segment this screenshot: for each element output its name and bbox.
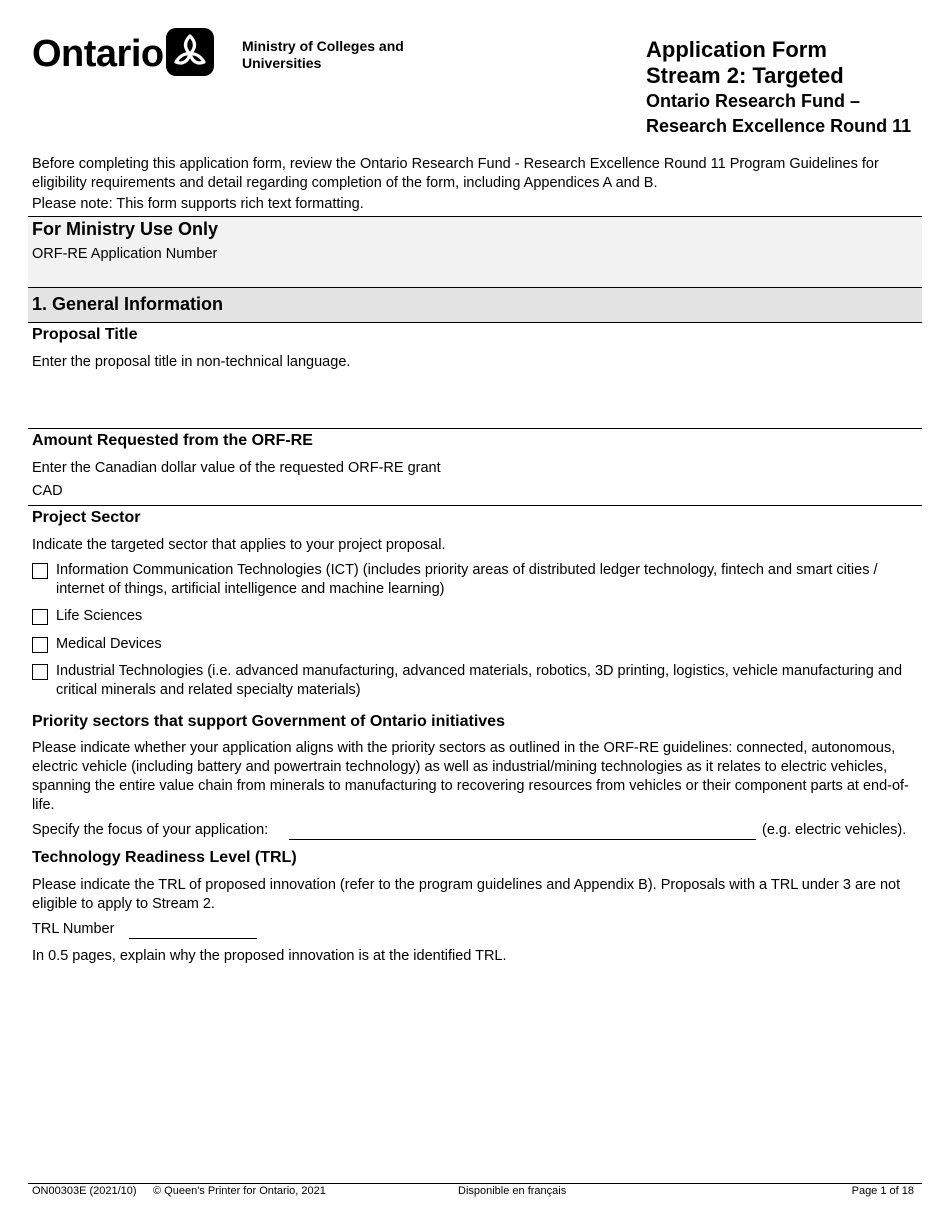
proposal-title-heading: Proposal Title bbox=[32, 326, 138, 343]
trl-number-input[interactable] bbox=[129, 938, 257, 939]
amount-input[interactable] bbox=[70, 480, 370, 502]
sector-medical-devices-label: Medical Devices bbox=[56, 636, 162, 652]
form-code: ON00303E (2021/10) bbox=[32, 1185, 137, 1197]
intro-text: Before completing this application form, review the Ontario Research Fund - Research Excellence Round 11 Program Guidelines for eligibility requirements and detail regarding completion of the form, including Appendices A and B. bbox=[32, 156, 879, 191]
section-heading: 1. General Information bbox=[32, 294, 224, 314]
priority-sectors-heading: Priority sectors that support Government of Ontario initiatives bbox=[32, 713, 505, 730]
ministry-use-section bbox=[28, 217, 922, 287]
amount-heading: Amount Requested from the ORF-RE bbox=[32, 432, 313, 449]
divider bbox=[28, 428, 922, 429]
sector-medical-devices-checkbox[interactable] bbox=[32, 637, 48, 653]
sector-industrial-checkbox[interactable] bbox=[32, 664, 48, 680]
french-availability: Disponible en français bbox=[458, 1185, 567, 1197]
rich-text-note: Please note: This form supports rich text formatting. bbox=[32, 196, 364, 212]
divider bbox=[28, 505, 922, 506]
ontario-logo-wordmark: Ontario bbox=[32, 33, 164, 75]
focus-example: (e.g. electric vehicles). bbox=[762, 822, 907, 838]
copyright: © Queen's Printer for Ontario, 2021 bbox=[153, 1185, 326, 1197]
trl-heading: Technology Readiness Level (TRL) bbox=[32, 849, 297, 866]
trillium-logo-icon bbox=[166, 28, 214, 76]
focus-label: Specify the focus of your application: bbox=[32, 822, 269, 838]
form-title bbox=[646, 37, 911, 139]
sector-life-sciences-label: Life Sciences bbox=[56, 608, 143, 624]
form-title-line3: Ontario Research Fund – bbox=[646, 91, 861, 111]
form-title-line4: Research Excellence Round 11 bbox=[646, 116, 912, 136]
proposal-title-input[interactable] bbox=[32, 374, 920, 424]
sector-ict-checkbox[interactable] bbox=[32, 563, 48, 579]
ministry-use-heading: For Ministry Use Only bbox=[32, 219, 219, 239]
section-general-information bbox=[28, 288, 922, 322]
project-sector-instruction: Indicate the targeted sector that applies to your project proposal. bbox=[32, 537, 446, 553]
amount-instruction: Enter the Canadian dollar value of the requested ORF-RE grant bbox=[32, 460, 441, 476]
page-number: Page 1 of 18 bbox=[851, 1185, 914, 1197]
proposal-title-instruction: Enter the proposal title in non-technical language. bbox=[32, 354, 351, 370]
application-number-label: ORF-RE Application Number bbox=[32, 246, 218, 262]
trl-explanation-input[interactable] bbox=[32, 970, 920, 1170]
priority-sectors-text: Please indicate whether your application aligns with the priority sectors as outlined in the ORF-RE guidelines: connected, autonomous, electric vehicle (including battery and powertrain technology) as well as industrial/mining technologies as it relates to electric vehicles, spanning the entire value chain from minerals to manufacturing to recovering resources from vehicles or their component parts at end-of-life. bbox=[32, 740, 909, 813]
focus-input[interactable] bbox=[289, 839, 756, 840]
form-title-line2: Stream 2: Targeted bbox=[646, 63, 844, 88]
sector-ict-label: Information Communication Technologies (ICT) (includes priority areas of distributed ledger technology, fintech and smart cities / internet of things, artificial intelligence and machine learning) bbox=[56, 562, 878, 597]
trl-explain-instruction: In 0.5 pages, explain why the proposed innovation is at the identified TRL. bbox=[32, 948, 507, 964]
trl-number-label: TRL Number bbox=[32, 921, 115, 937]
sector-industrial-label: Industrial Technologies (i.e. advanced manufacturing, advanced materials, robotics, 3D printing, logistics, vehicle manufacturing and critical minerals and related specialty materials) bbox=[56, 663, 903, 698]
footer-divider bbox=[28, 1183, 922, 1184]
trl-text: Please indicate the TRL of proposed innovation (refer to the program guidelines and Appendix B). Proposals with a TRL under 3 are not eligible to apply to Stream 2. bbox=[32, 877, 901, 912]
sector-life-sciences-checkbox[interactable] bbox=[32, 609, 48, 625]
divider bbox=[28, 322, 922, 323]
form-title-line1: Application Form bbox=[646, 37, 827, 62]
currency-label: CAD bbox=[32, 483, 63, 499]
project-sector-heading: Project Sector bbox=[32, 509, 141, 526]
ministry-name: Ministry of Colleges and Universities bbox=[242, 38, 404, 71]
